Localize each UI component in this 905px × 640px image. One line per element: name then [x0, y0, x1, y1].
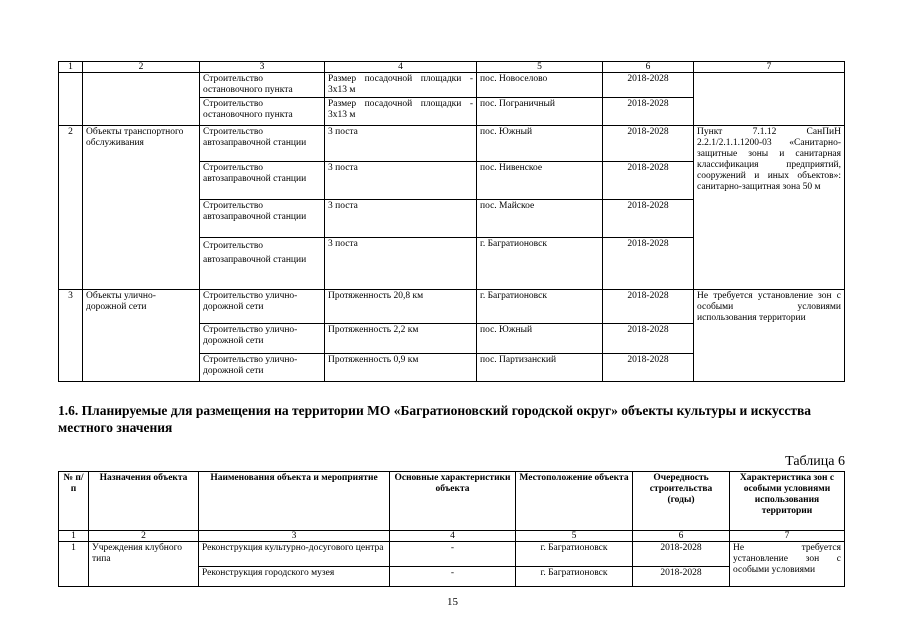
- col-num: 6: [603, 62, 694, 73]
- col-num: 5: [477, 62, 603, 73]
- object-name: Строительство автозаправочной станции: [200, 238, 325, 290]
- construction-years: 2018-2028: [603, 73, 694, 98]
- column-number-row: [59, 62, 845, 73]
- object-characteristics: 3 поста: [325, 200, 477, 238]
- construction-years: 2018-2028: [603, 98, 694, 126]
- object-name: Строительство улично-дорожной сети: [200, 290, 325, 324]
- object-location: пос. Южный: [477, 126, 603, 162]
- zone-characteristics: Не требуется установление зон с особыми условиями использования территории: [694, 290, 845, 382]
- objects-table-continued: [58, 61, 845, 382]
- object-characteristics: Протяженность 2,2 км: [325, 324, 477, 354]
- object-characteristics: 3 поста: [325, 162, 477, 200]
- construction-years: 2018-2028: [603, 290, 694, 324]
- object-name: Строительство автозаправочной станции: [200, 200, 325, 238]
- col-num: 2: [83, 62, 200, 73]
- object-group: Учреждения клубного типа: [89, 542, 199, 587]
- col-num: 1: [59, 62, 83, 73]
- construction-years: 2018-2028: [633, 567, 730, 587]
- object-location: пос. Майское: [477, 200, 603, 238]
- object-group: [83, 73, 200, 126]
- col-num: 4: [390, 531, 516, 542]
- header-cell: № п/п: [59, 472, 89, 531]
- object-characteristics: Размер посадочной площадки - 3х13 м: [325, 98, 477, 126]
- col-num: 1: [59, 531, 89, 542]
- col-num: 4: [325, 62, 477, 73]
- table-row: [59, 290, 845, 324]
- object-characteristics: Размер посадочной площадки - 3х13 м: [325, 73, 477, 98]
- object-location: пос. Пограничный: [477, 98, 603, 126]
- object-location: г. Багратионовск: [477, 290, 603, 324]
- col-num: 7: [694, 62, 845, 73]
- object-characteristics: Протяженность 0,9 км: [325, 354, 477, 382]
- row-number: 3: [59, 290, 83, 382]
- zone-characteristics: Пункт 7.1.12 СанПиН 2.2.1/2.1.1.1200-03 «Санитарно-защитные зоны и санитарная классификация предприятий, сооружений и иных объектов»: санитарно-защитная зона 50 м: [694, 126, 845, 290]
- object-characteristics: -: [390, 542, 516, 567]
- construction-years: 2018-2028: [603, 238, 694, 290]
- object-group: Объекты улично-дорожной сети: [83, 290, 200, 382]
- culture-objects-table: [58, 471, 845, 587]
- col-num: 3: [199, 531, 390, 542]
- construction-years: 2018-2028: [633, 542, 730, 567]
- object-location: пос. Южный: [477, 324, 603, 354]
- construction-years: 2018-2028: [603, 324, 694, 354]
- table-caption: Таблица 6: [785, 454, 845, 469]
- object-group: Объекты транспортного обслуживания: [83, 126, 200, 290]
- row-number: 1: [59, 542, 89, 587]
- construction-years: 2018-2028: [603, 200, 694, 238]
- table-row: [59, 73, 845, 98]
- row-number: [59, 73, 83, 126]
- col-num: 2: [89, 531, 199, 542]
- section-heading: 1.6. Планируемые для размещения на территории МО «Багратионовский городской округ» объекты культуры и искусства местного значения: [58, 403, 811, 435]
- object-name: Реконструкция культурно-досугового центра: [199, 542, 390, 567]
- object-name: Реконструкция городского музея: [199, 567, 390, 587]
- construction-years: 2018-2028: [603, 354, 694, 382]
- construction-years: 2018-2028: [603, 126, 694, 162]
- page-number: 15: [447, 596, 458, 608]
- header-cell: Очередность строительства (годы): [633, 472, 730, 531]
- object-name: Строительство остановочного пункта: [200, 73, 325, 98]
- object-location: г. Багратионовск: [477, 238, 603, 290]
- col-num: 5: [516, 531, 633, 542]
- header-row: [59, 472, 845, 531]
- column-number-row: [59, 531, 845, 542]
- zone-characteristics: [694, 73, 845, 126]
- header-cell: Характеристика зон с особыми условиями использования территории: [730, 472, 845, 531]
- object-name: Строительство улично-дорожной сети: [200, 324, 325, 354]
- header-cell: Назначения объекта: [89, 472, 199, 531]
- header-cell: Местоположение объекта: [516, 472, 633, 531]
- col-num: 7: [730, 531, 845, 542]
- object-location: пос. Партизанский: [477, 354, 603, 382]
- object-name: Строительство улично-дорожной сети: [200, 354, 325, 382]
- object-characteristics: Протяженность 20,8 км: [325, 290, 477, 324]
- object-characteristics: 3 поста: [325, 238, 477, 290]
- object-location: г. Багратионовск: [516, 542, 633, 567]
- header-cell: Основные характеристики объекта: [390, 472, 516, 531]
- col-num: 3: [200, 62, 325, 73]
- object-characteristics: 3 поста: [325, 126, 477, 162]
- object-name: Строительство остановочного пункта: [200, 98, 325, 126]
- col-num: 6: [633, 531, 730, 542]
- object-name: Строительство автозаправочной станции: [200, 162, 325, 200]
- object-location: пос. Нивенское: [477, 162, 603, 200]
- object-location: г. Багратионовск: [516, 567, 633, 587]
- header-cell: Наименования объекта и мероприятие: [199, 472, 390, 531]
- construction-years: 2018-2028: [603, 162, 694, 200]
- table-row: [59, 542, 845, 567]
- table-row: [59, 126, 845, 162]
- object-characteristics: -: [390, 567, 516, 587]
- object-location: пос. Новоселово: [477, 73, 603, 98]
- zone-characteristics: Не требуется установление зон с особыми условиями: [730, 542, 845, 587]
- row-number: 2: [59, 126, 83, 290]
- object-name: Строительство автозаправочной станции: [200, 126, 325, 162]
